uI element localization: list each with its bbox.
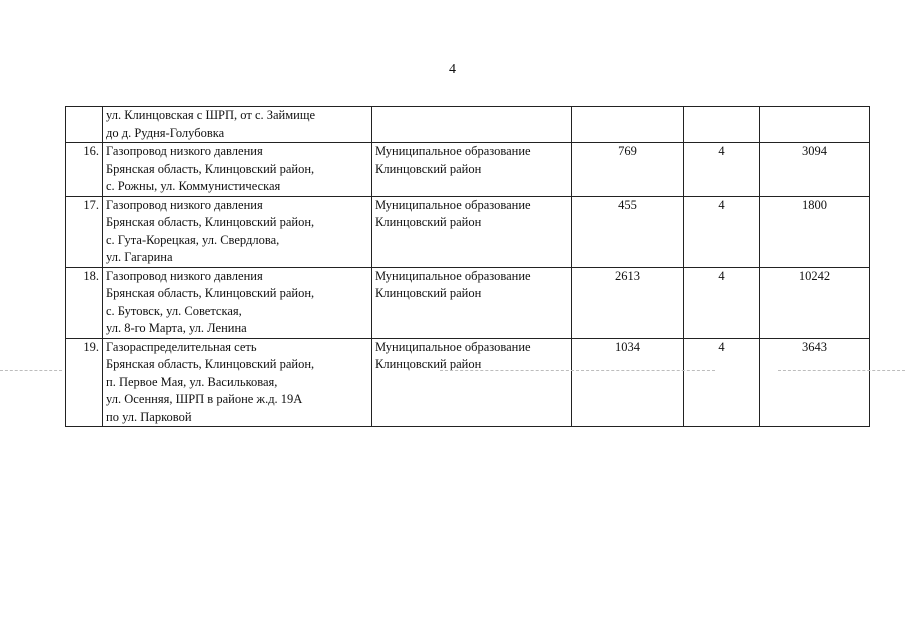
row-number-cell: 19. [66,338,103,427]
scan-artifact-line [778,370,905,371]
row-number-cell: 17. [66,196,103,267]
object-name-cell: Газопровод низкого давления Брянская область, Клинцовский район, с. Рожны, ул. Коммунистическая [103,143,372,197]
length-cell [572,107,684,143]
value-cell: 3643 [760,338,870,427]
length-cell: 2613 [572,267,684,338]
scan-artifact-line [440,370,715,371]
table-row [66,196,870,267]
owner-cell: Муниципальное образование Клинцовский район [372,143,572,197]
count-cell [684,107,760,143]
owner-cell: Муниципальное образование Клинцовский район [372,267,572,338]
owner-cell: Муниципальное образование Клинцовский район [372,338,572,427]
count-cell: 4 [684,196,760,267]
object-name-cell: Газопровод низкого давления Брянская область, Клинцовский район, с. Бутовск, ул. Советская, ул. 8-го Марта, ул. Ленина [103,267,372,338]
table-row [66,267,870,338]
length-cell: 769 [572,143,684,197]
owner-cell: Муниципальное образование Клинцовский район [372,196,572,267]
registry-table [65,106,870,427]
scan-artifact-line [0,370,62,371]
table-row-continuation [66,107,870,143]
count-cell: 4 [684,267,760,338]
length-cell: 455 [572,196,684,267]
row-number-cell: 16. [66,143,103,197]
length-cell: 1034 [572,338,684,427]
count-cell: 4 [684,338,760,427]
count-cell: 4 [684,143,760,197]
object-name-cell: Газораспределительная сеть Брянская область, Клинцовский район, п. Первое Мая, ул. Васильковая, ул. Осенняя, ШРП в районе ж.д. 19А по ул. Парковой [103,338,372,427]
page-number: 4 [449,62,456,77]
value-cell [760,107,870,143]
row-number-cell [66,107,103,143]
value-cell: 3094 [760,143,870,197]
value-cell: 10242 [760,267,870,338]
object-name-cell: Газопровод низкого давления Брянская область, Клинцовский район, с. Гута-Корецкая, ул. Свердлова, ул. Гагарина [103,196,372,267]
table-row [66,338,870,427]
owner-cell [372,107,572,143]
table-row [66,143,870,197]
value-cell: 1800 [760,196,870,267]
object-name-cell: ул. Клинцовская с ШРП, от с. Займище до д. Рудня-Голубовка [103,107,372,143]
row-number-cell: 18. [66,267,103,338]
